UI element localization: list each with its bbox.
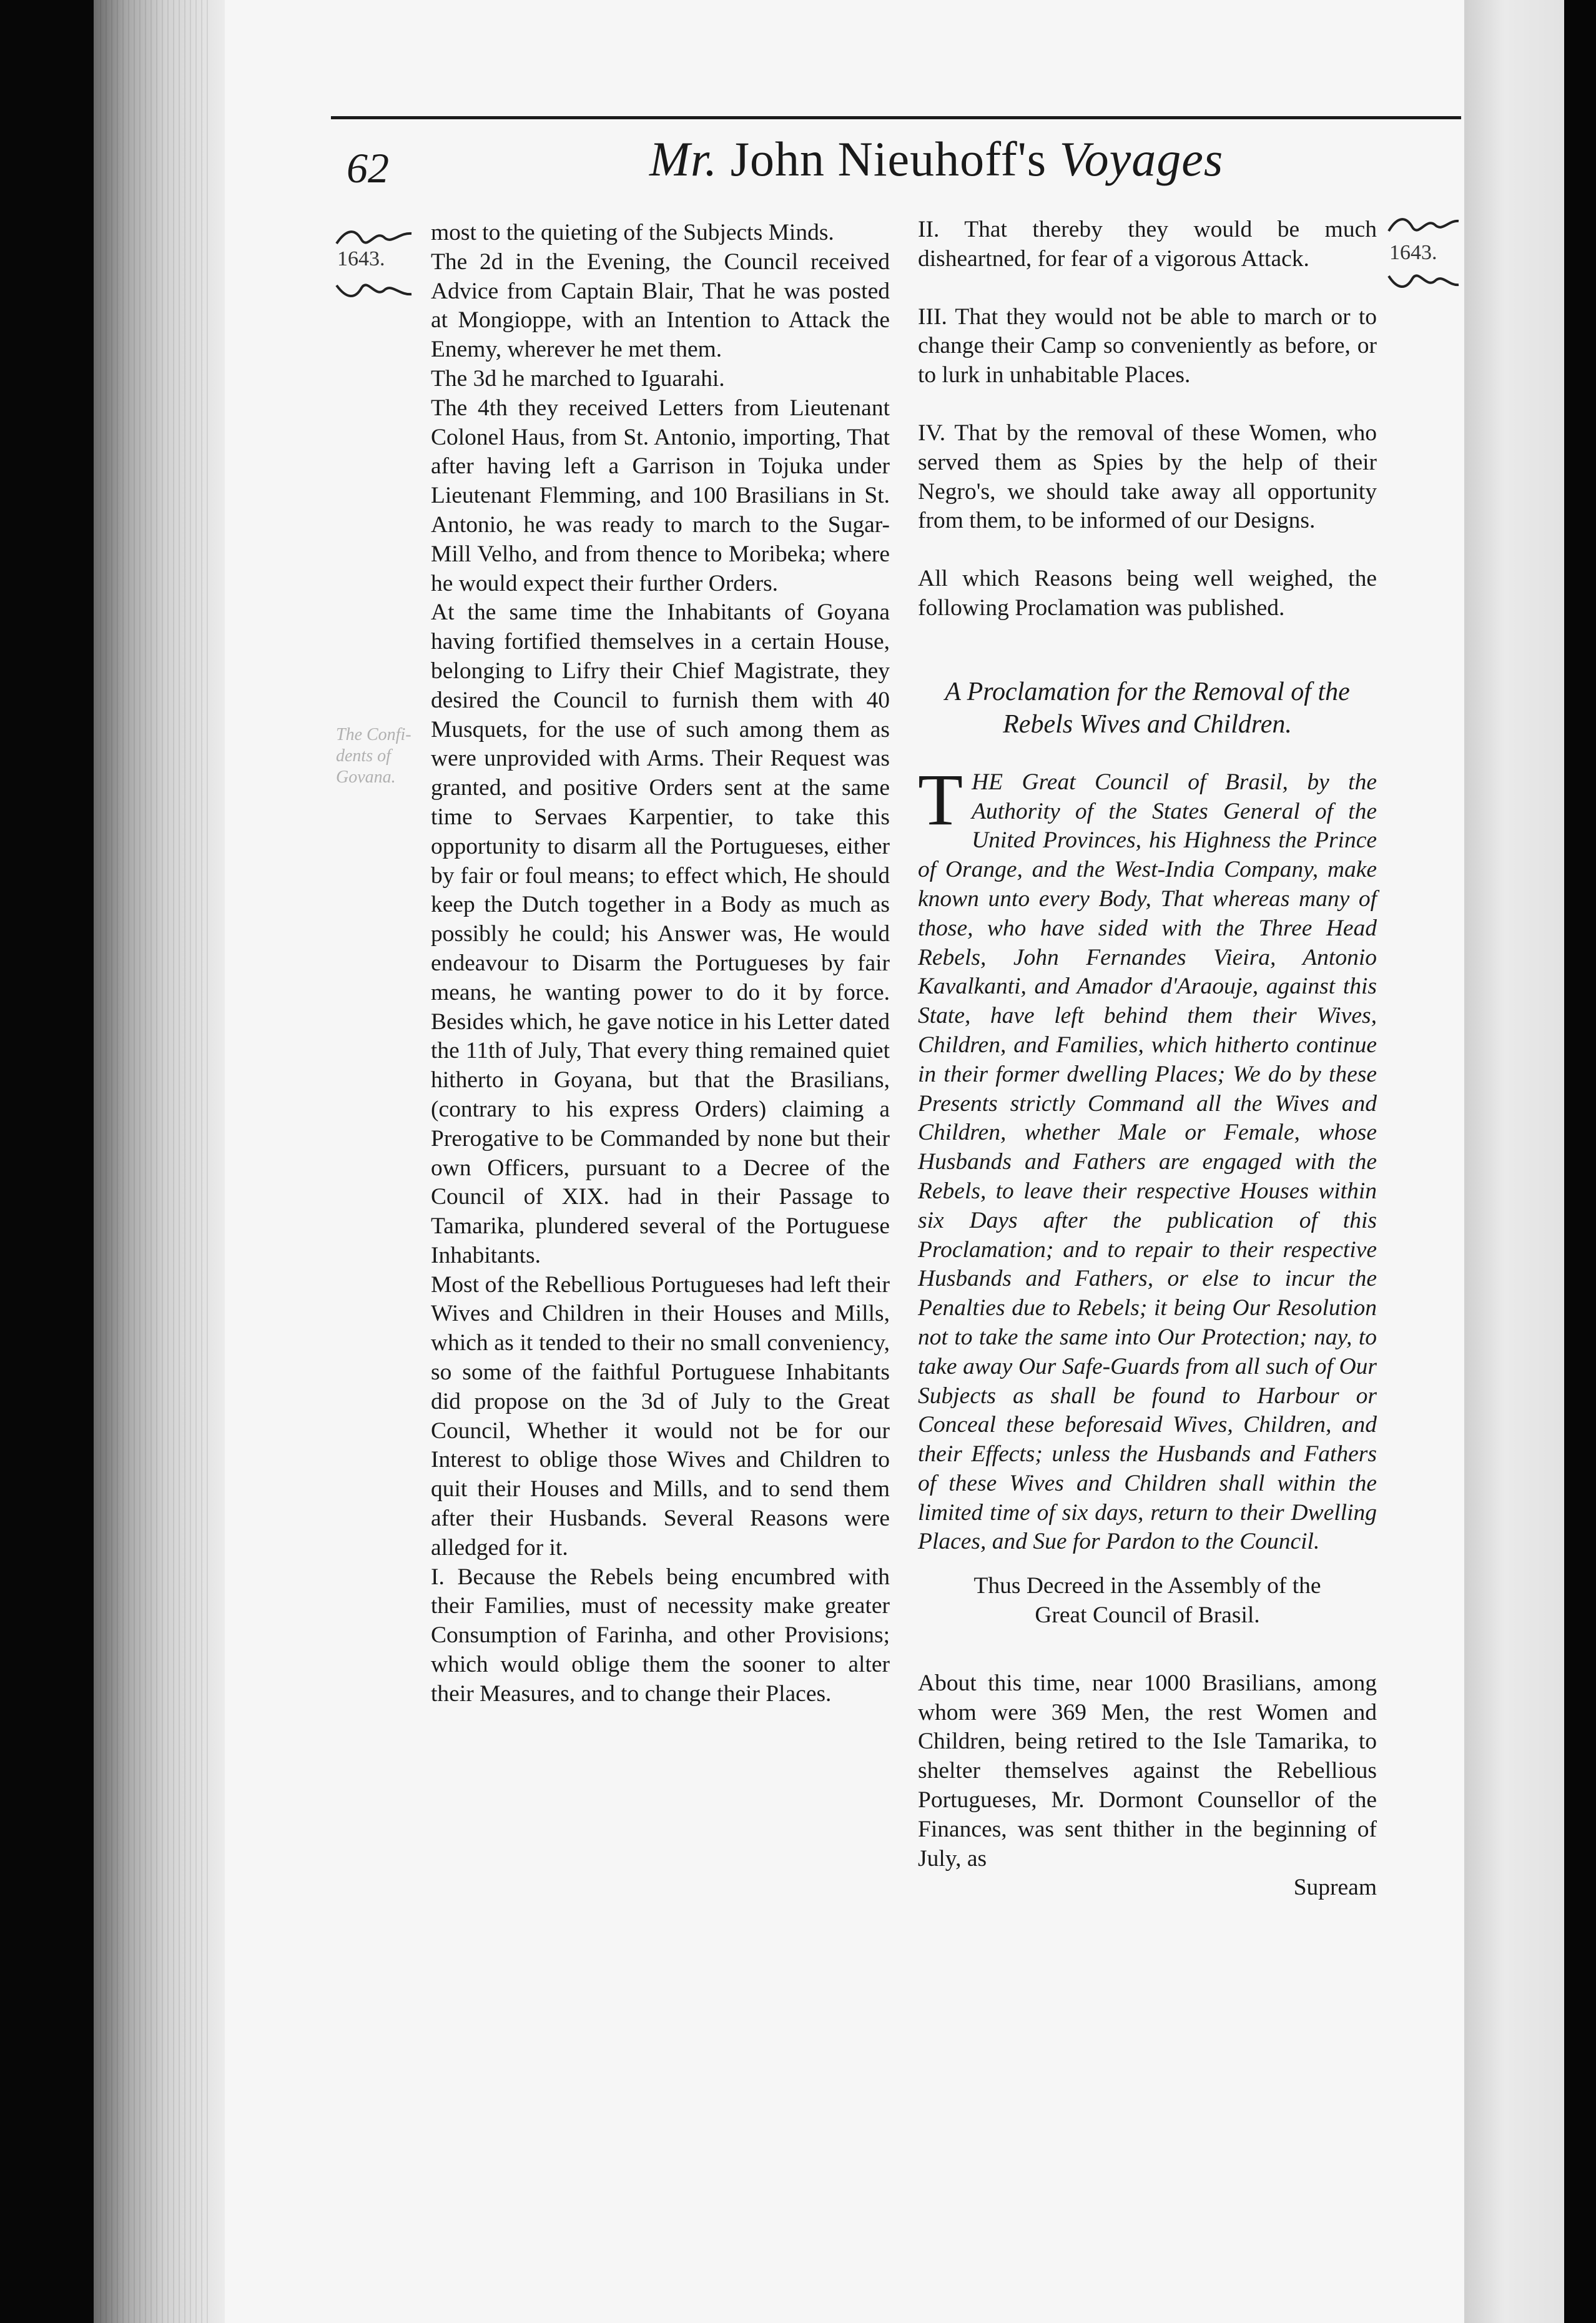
left-margin-ornament-top-icon [334, 225, 415, 250]
decree-line: Thus Decreed in the Assembly of the [973, 1573, 1321, 1599]
right-text-column [918, 215, 1377, 1903]
right-margin-ornament-top-icon [1386, 212, 1461, 237]
running-head [649, 131, 1223, 187]
running-head-prefix: Mr. [649, 132, 718, 186]
paragraph: The 4th they received Letters from Lieutenant Colonel Haus, from St. Antonio, importing, That after having left a Garrison in Tojuka under Lieutenant Flemming, and 100 Brasilians in St. Antonio, he was ready to march to the Sugar-Mill Velho, and from thence to Moribeka; where he would expect their further Orders. [431, 395, 890, 596]
paragraph: The 2d in the Evening, the Council received Advice from Captain Blair, That he was posted at Mongioppe, with an Intention to Attack the Enemy, wherever he met them. [431, 249, 890, 363]
left-margin-ornament-bottom-icon [334, 278, 415, 303]
paragraph: All which Reasons being well weighed, the following Proclamation was published. [918, 566, 1377, 621]
paragraph: I. Because the Rebels being encumbred with their Families, must of necessity make greater Consumption of Farinha, and other Provisions; which would oblige them the sooner to alter their Measures, and to change their Places. [431, 1564, 890, 1707]
paragraph: At the same time the Inhabitants of Goyana having fortified themselves in a certain House, belonging to Lifry their Chief Magistrate, they desired the Council to furnish them with 40 Musquets, for the use of such among them as were unprovided with Arms. Their Request was granted, and positive Orders sent at the same time to Servaes Karpentier, to take this opportunity to disarm all the Portugueses, either by fair or foul means; to effect which, He should keep the Dutch together in a Body as much as possibly he could; his Answer was, He would endeavour to Disarm the Portugueses by fair means, he wanting power to do it by force. Besides which, he gave notice in his Letter dated the 11th of July, That every thing remained quiet hitherto in Goyana, but that the Brasilians, (contrary to his express Orders) claiming a Prerogative to be Commanded by none but their own Officers, pursuant to a Decree of the Council of XIX. had in their Passage to Tamarika, plundered several of the Portuguese Inhabitants. [431, 599, 890, 1268]
margin-year-left: 1643. [337, 247, 385, 270]
running-head-name: John Nieuhoff's [717, 132, 1060, 186]
paragraph: Most of the Rebellious Portugueses had left their Wives and Children in their Houses and Mills, which as it tended to their no small conveniency, so some of the faithful Portuguese Inhabitants did propose on the 3d of July to the Great Council, Whether it would not be for our Interest to oblige those Wives and Children to quit their Houses and Mills, and to send them after their Husbands. Several Reasons were alledged for it. [431, 1271, 890, 1561]
header-rule [331, 116, 1461, 119]
page-number: 62 [347, 144, 389, 192]
proclamation-heading: A Proclamation for the Removal of the Rebels Wives and Children. [945, 677, 1350, 739]
paragraph: most to the quieting of the Subjects Minds. [431, 220, 834, 245]
running-head-suffix: Voyages [1059, 132, 1224, 186]
margin-note-line: Govana. [336, 767, 396, 787]
gutter-shading [100, 0, 212, 2323]
scan-background-left [0, 0, 94, 2323]
margin-note-left [336, 724, 411, 788]
proclamation-text [918, 758, 1377, 1557]
catchword: Supream [1293, 1875, 1377, 1901]
paragraph: About this time, near 1000 Brasilians, among whom were 369 Men, the rest Women and Children, being retired to the Isle Tamarika, to shelter themselves against the Rebellious Portugueses, Mr. Dormont Counsellor of the Finances, was sent thither in the beginning of July, as [918, 1670, 1377, 1872]
left-text-column [431, 219, 890, 1709]
paragraph: The 3d he marched to Iguarahi. [431, 365, 725, 392]
margin-note-line: The Confi- [336, 725, 411, 744]
paragraph: IV. That by the removal of these Women, who served them as Spies by the help of their Negro's, we should take away all opportunity from them, to be informed of our Designs. [918, 420, 1377, 534]
right-margin-ornament-bottom-icon [1386, 269, 1461, 293]
decree-signature [918, 1572, 1377, 1630]
paragraph: III. That they would not be able to march or to change their Camp so conveniently as before, or to lurk in unhabitable Places. [918, 303, 1377, 388]
margin-note-line: dents of [336, 746, 391, 766]
facing-page-edge [1464, 0, 1564, 2323]
margin-year-right: 1643. [1389, 241, 1437, 264]
decree-line: Great Council of Brasil. [1035, 1602, 1260, 1629]
drop-cap: T [918, 758, 963, 841]
paragraph: II. That thereby they would be much disheartned, for fear of a vigorous Attack. [918, 217, 1377, 272]
proclamation-body: HE Great Council of Brasil, by the Authority of the States General of the United Provinces, his Highness the Prince of Orange, and the West-India Company, make known unto every Body, That whereas many of those, who have sided with the Three Head Rebels, John Fernandes Vieira, Antonio Kavalkanti, and Amador d'Araouje, against this State, have left behind them their Wives, Children, and Families, which hitherto continue in their former dwelling Places; We do by these Presents strictly Command all the Wives and Children, whether Male or Female, whose Husbands and Fathers are engaged with the Rebels, to leave their respective Houses within six Days after the publication of this Proclamation; and to repair to their respective Husbands and Fathers, or else to incur the Penalties due to Rebels; it being Our Resolution not to take the same into Our Protection; nay, to take away Our Safe-Guards from all such of Our Subjects as shall be found to Harbour or Conceal these beforesaid Wives, Children, and their Effects; unless the Husbands and Fathers of these Wives and Children shall within the limited time of six days, return to their Dwelling Places, and Sue for Pardon to the Council. [918, 769, 1377, 1555]
scan-background-right [1564, 0, 1596, 2323]
